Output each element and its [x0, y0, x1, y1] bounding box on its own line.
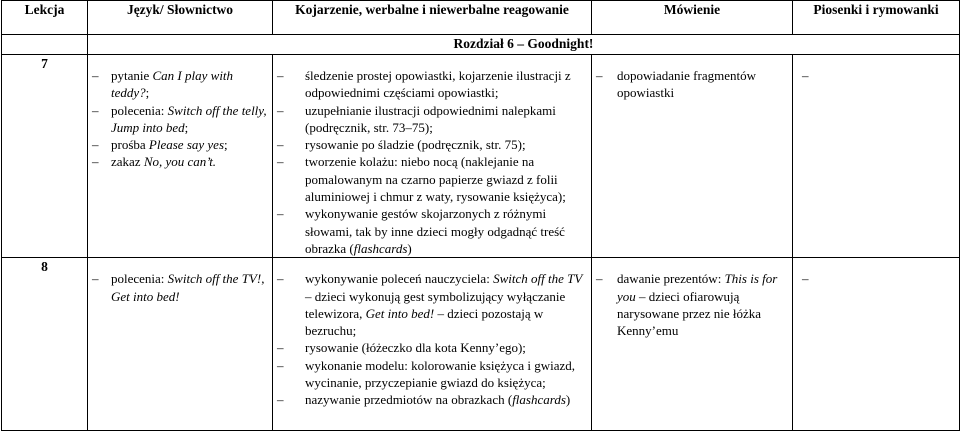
- list-item: – rysowanie po śladzie (podręcznik, str. 75);: [273, 136, 591, 153]
- list-item: – pytanie Can I play with teddy?;: [88, 67, 272, 102]
- language-cell: [88, 55, 273, 258]
- table-row: [2, 258, 960, 431]
- speaking-cell: [592, 258, 793, 431]
- header-lesson: Lekcja: [2, 1, 88, 35]
- list-item: – wykonanie modelu: kolorowanie księżyca i gwiazd, wycinanie, przyczepianie gwiazd do księżyca;: [273, 357, 591, 392]
- language-cell: [88, 258, 273, 431]
- list-item: – dopowiadanie fragmentów opowiastki: [592, 67, 792, 102]
- list-item: – uzupełnianie ilustracji odpowiednimi nalepkami (podręcznik, str. 73–75);: [273, 102, 591, 137]
- list-item: – śledzenie prostej opowiastki, kojarzenie ilustracji z odpowiednimi częściami opowiastki;: [273, 67, 591, 102]
- associations-cell: [273, 55, 592, 258]
- list-item: – polecenia: Switch off the TV!, Get into bed!: [88, 270, 272, 305]
- table-row: [2, 55, 960, 258]
- associations-cell: [273, 258, 592, 431]
- list-item: – nazywanie przedmiotów na obrazkach (flashcards): [273, 391, 591, 408]
- songs-cell: –: [793, 55, 960, 258]
- list-item: – zakaz No, you can’t.: [88, 153, 272, 170]
- section-title: Rozdział 6 – Goodnight!: [88, 35, 960, 55]
- header-speaking: Mówienie: [592, 1, 793, 35]
- header-language: Język/ Słownictwo: [88, 1, 273, 35]
- list-item: – rysowanie (łóżeczko dla kota Kenny’ego);: [273, 339, 591, 356]
- list-item: – dawanie prezentów: This is for you – dzieci ofiarowują narysowane przez nie łóżka Kenny’emu: [592, 270, 792, 339]
- lesson-number: 7: [2, 55, 88, 258]
- list-item: – wykonywanie poleceń nauczyciela: Switch off the TV – dzieci wykonują gest symbolizujący wyłączanie telewizora, Get into bed! – dzieci pozostają w bezruchu;: [273, 270, 591, 339]
- lesson-plan-table: [1, 0, 960, 431]
- list-item: – polecenia: Switch off the telly, Jump into bed;: [88, 102, 272, 137]
- list-item: – tworzenie kolażu: niebo nocą (naklejanie na pomalowanym na czarno papierze gwiazd z folii aluminiowej i chmur z waty, rysowanie księżyca);: [273, 153, 591, 205]
- songs-cell: –: [793, 258, 960, 431]
- list-item: – prośba Please say yes;: [88, 136, 272, 153]
- header-associations: Kojarzenie, werbalne i niewerbalne reagowanie: [273, 1, 592, 35]
- section-row: [2, 35, 960, 55]
- lesson-number: 8: [2, 258, 88, 431]
- header-songs: Piosenki i rymowanki: [793, 1, 960, 35]
- speaking-cell: [592, 55, 793, 258]
- header-row: [2, 1, 960, 35]
- list-item: – wykonywanie gestów skojarzonych z różnymi słowami, tak by inne dzieci mogły odgadnąć treść obrazka (flashcards): [273, 205, 591, 257]
